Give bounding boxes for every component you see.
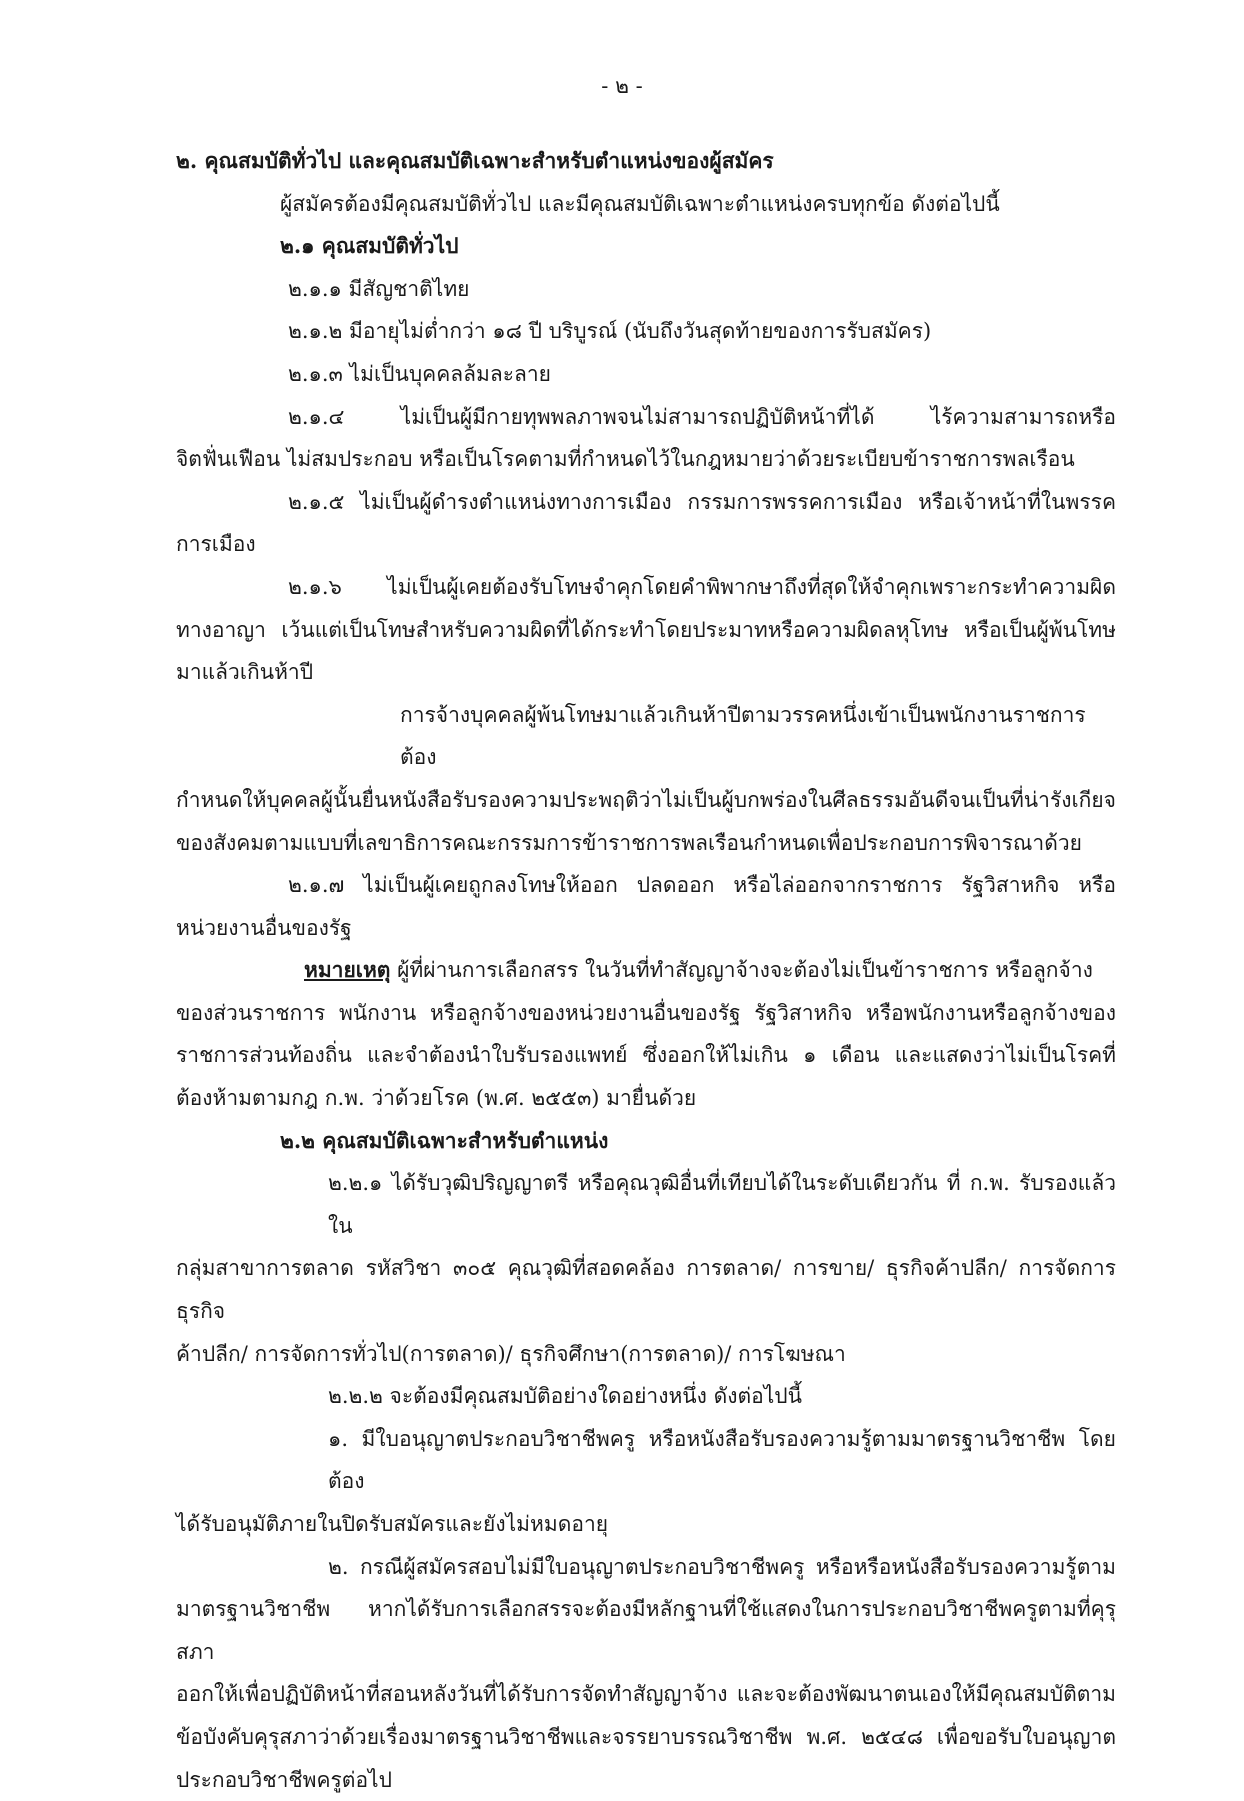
general-item-6-line-3: มาแล้วเกินห้าปี bbox=[176, 660, 314, 685]
general-item-3: ๒.๑.๓ ไม่เป็นบุคคลล้มละลาย bbox=[288, 361, 551, 386]
paragraph-line-3: ของสังคมตามแบบที่เลขาธิการคณะกรรมการข้าราชการพลเรือนกำหนดเพื่อประกอบการพิจารณาด้วย bbox=[176, 830, 1082, 855]
note-line-4: ต้องห้ามตามกฎ ก.พ. ว่าด้วยโรค (พ.ศ. ๒๕๕๓) มายื่นด้วย bbox=[176, 1086, 697, 1111]
specific-item-1-line-3: ค้าปลีก/ การจัดการทั่วไป(การตลาด)/ ธุรกิจศึกษา(การตลาด)/ การโฆษณา bbox=[176, 1341, 846, 1366]
option-1-line-1: ๑. มีใบอนุญาตประกอบวิชาชีพครู หรือหนังสือรับรองความรู้ตามมาตรฐานวิชาชีพ โดยต้อง bbox=[328, 1426, 1116, 1494]
general-item-1: ๒.๑.๑ มีสัญชาติไทย bbox=[288, 276, 470, 301]
specific-item-1-line-1: ๒.๒.๑ ได้รับวุฒิปริญญาตรี หรือคุณวุฒิอื่นที่เทียบได้ในระดับเดียวกัน ที่ ก.พ. รับรองแล้วใน bbox=[328, 1171, 1116, 1238]
general-item-5-line-2: การเมือง bbox=[176, 532, 256, 557]
general-item-7-line-1: ๒.๑.๗ ไม่เป็นผู้เคยถูกลงโทษให้ออก ปลดออก หรือไล่ออกจากราชการ รัฐวิสาหกิจ หรือ bbox=[288, 873, 1116, 898]
note-label: หมายเหตุ bbox=[304, 957, 391, 983]
option-1-line-2: ได้รับอนุมัติภายในปิดรับสมัครและยังไม่หมดอายุ bbox=[176, 1512, 609, 1536]
section-heading: ๒. คุณสมบัติทั่วไป และคุณสมบัติเฉพาะสำหรับตำแหน่งของผู้สมัคร bbox=[176, 148, 774, 173]
page-number: - ๒ - bbox=[601, 74, 643, 98]
note-line-3: ราชการส่วนท้องถิ่น และจำต้องนำใบรับรองแพทย์ ซึ่งออกให้ไม่เกิน ๑ เดือน และแสดงว่าไม่เป็นโรคที่ bbox=[176, 1043, 1116, 1068]
general-item-6-line-1: ๒.๑.๖ ไม่เป็นผู้เคยต้องรับโทษจำคุกโดยคำพิพากษาถึงที่สุดให้จำคุกเพราะกระทำความผิด bbox=[288, 574, 1116, 599]
option-2-line-4: ข้อบังคับคุรุสภาว่าด้วยเรื่องมาตรฐานวิชาชีพและจรรยาบรรณวิชาชีพ พ.ศ. ๒๕๔๘ เพื่อขอรับใบอนุญาต bbox=[176, 1724, 1116, 1749]
specific-item-1-line-2: กลุ่มสาขาการตลาด รหัสวิชา ๓๐๕ คุณวุฒิที่สอดคล้อง การตลาด/ การขาย/ ธุรกิจค้าปลีก/ การจัดการธุรกิจ bbox=[176, 1256, 1116, 1324]
option-2-line-3: ออกให้เพื่อปฏิบัติหน้าที่สอนหลังวันที่ได้รับการจัดทำสัญญาจ้าง และจะต้องพัฒนาตนเองให้มีคุณสมบัติตาม bbox=[176, 1682, 1116, 1707]
section-intro: ผู้สมัครต้องมีคุณสมบัติทั่วไป และมีคุณสมบัติเฉพาะตำแหน่งครบทุกข้อ ดังต่อไปนี้ bbox=[280, 191, 1000, 216]
specific-item-2: ๒.๒.๒ จะต้องมีคุณสมบัติอย่างใดอย่างหนึ่ง ดังต่อไปนี้ bbox=[328, 1384, 802, 1409]
paragraph-line-1: การจ้างบุคคลผู้พ้นโทษมาแล้วเกินห้าปีตามวรรคหนึ่งเข้าเป็นพนักงานราชการต้อง bbox=[400, 702, 1086, 770]
note-line-1 bbox=[176, 949, 1116, 992]
general-item-5-line-1: ๒.๑.๕ ไม่เป็นผู้ดำรงตำแหน่งทางการเมือง กรรมการพรรคการเมือง หรือเจ้าหน้าที่ในพรรค bbox=[288, 489, 1116, 514]
general-item-6-line-2: ทางอาญา เว้นแต่เป็นโทษสำหรับความผิดที่ได้กระทำโดยประมาทหรือความผิดลหุโทษ หรือเป็นผู้พ้นโทษ bbox=[176, 617, 1116, 642]
note-text: ผู้ที่ผ่านการเลือกสรร ในวันที่ทำสัญญาจ้างจะต้องไม่เป็นข้าราชการ หรือลูกจ้าง bbox=[390, 958, 1093, 983]
paragraph-line-2: กำหนดให้บุคคลผู้นั้นยื่นหนังสือรับรองความประพฤติว่าไม่เป็นผู้บกพร่องในศีลธรรมอันดีจนเป็นที่น่ารังเกียจ bbox=[176, 787, 1116, 812]
general-item-4-line-2: จิตฟั่นเฟือน ไม่สมประกอบ หรือเป็นโรคตามที่กำหนดไว้ในกฎหมายว่าด้วยระเบียบข้าราชการพลเรือน bbox=[176, 447, 1075, 472]
general-item-2: ๒.๑.๒ มีอายุไม่ต่ำกว่า ๑๘ ปี บริบูรณ์ (นับถึงวันสุดท้ายของการรับสมัคร) bbox=[288, 319, 932, 344]
general-item-7-line-2: หน่วยงานอื่นของรัฐ bbox=[176, 915, 352, 940]
option-2-line-1: ๒. กรณีผู้สมัครสอบไม่มีใบอนุญาตประกอบวิชาชีพครู หรือหรือหนังสือรับรองความรู้ตาม bbox=[328, 1554, 1116, 1579]
note-line-2: ของส่วนราชการ พนักงาน หรือลูกจ้างของหน่วยงานอื่นของรัฐ รัฐวิสาหกิจ หรือพนักงานหรือลูกจ้างของ bbox=[176, 1000, 1116, 1025]
option-2-line-2: มาตรฐานวิชาชีพ หากได้รับการเลือกสรรจะต้องมีหลักฐานที่ใช้แสดงในการประกอบวิชาชีพครูตามที่คุรุสภา bbox=[176, 1597, 1116, 1664]
general-heading: ๒.๑ คุณสมบัติทั่วไป bbox=[280, 233, 459, 259]
general-item-4-line-1: ๒.๑.๔ ไม่เป็นผู้มีกายทุพพลภาพจนไม่สามารถปฏิบัติหน้าที่ได้ ไร้ความสามารถหรือ bbox=[288, 404, 1116, 429]
option-2-line-5: ประกอบวิชาชีพครูต่อไป bbox=[176, 1767, 392, 1792]
specific-heading: ๒.๒ คุณสมบัติเฉพาะสำหรับตำแหน่ง bbox=[280, 1127, 609, 1153]
document-body bbox=[176, 140, 1116, 1801]
